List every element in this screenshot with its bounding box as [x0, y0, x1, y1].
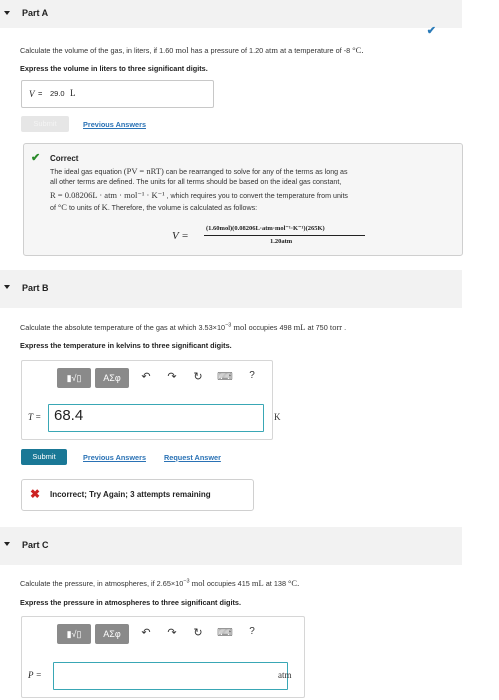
part-a-answer-box — [21, 80, 214, 108]
pressure-input[interactable] — [53, 662, 288, 690]
reset-icon[interactable]: ↻ — [193, 371, 203, 383]
collapse-triangle-icon[interactable] — [4, 285, 10, 289]
feedback-line-2: all other terms are defined. The units for all terms should be based on the ideal gas constant, — [50, 178, 342, 186]
formula-denominator: 1.20atm — [270, 238, 293, 245]
incorrect-x-icon: ✖ — [30, 487, 41, 501]
part-b-request-answer-link[interactable]: Request Answer — [164, 453, 221, 462]
feedback-line-1: The ideal gas equation (PV = nRT) can be rearranged to solve for any of the terms as long as — [50, 166, 348, 176]
answer-unit: atm — [278, 670, 292, 680]
part-b-header[interactable] — [0, 270, 462, 308]
keyboard-icon[interactable]: ⌨ — [217, 371, 233, 383]
correct-check-icon: ✔ — [31, 152, 41, 164]
input-value: 68.4 — [54, 407, 84, 424]
part-c-question: Calculate the pressure, in atmospheres, if $2.65\times 10^{-3}$ mol occupies 415 mL at 138 °C. — [20, 578, 300, 588]
part-a-submit-button[interactable]: Submit — [21, 116, 69, 132]
part-c-answer-editor — [21, 616, 305, 698]
greek-symbols-button[interactable]: ΑΣφ — [95, 368, 129, 388]
feedback-line-3: R = 0.08206L · atm · mol⁻¹ · K⁻¹ , which requires you to convert the temperature from units — [50, 190, 348, 200]
collapse-triangle-icon[interactable] — [4, 542, 10, 546]
templates-button[interactable]: ▮√▯ — [57, 368, 91, 388]
part-b-instruction: Express the temperature in kelvins to three significant digits. — [20, 341, 232, 350]
answer-equals: = — [38, 89, 43, 98]
part-a-question: Calculate the volume of the gas, in liters, if 1.60 mol has a pressure of 1.20 atm at a temperature of -8 °C. — [20, 45, 364, 55]
formula-numerator: (1.60mol)(0.08206L·atm·mol⁻¹·K⁻¹)(265K) — [206, 225, 325, 232]
greek-symbols-button[interactable]: ΑΣφ — [95, 624, 129, 644]
part-b-submit-button[interactable]: Submit — [21, 449, 67, 465]
answer-variable: V — [29, 89, 35, 99]
feedback-text: Incorrect; Try Again; 3 attempts remaining — [50, 490, 211, 499]
undo-icon[interactable]: ↶ — [141, 371, 151, 383]
answer-unit: K — [274, 412, 281, 422]
checkmark-icon: ✔ — [426, 25, 436, 37]
reset-icon[interactable]: ↻ — [193, 627, 203, 639]
math-toolbar — [57, 368, 262, 390]
templates-button[interactable]: ▮√▯ — [57, 624, 91, 644]
part-c-title: Part C — [22, 540, 49, 550]
feedback-line-4: of °C to units of K. Therefore, the volume is calculated as follows: — [50, 202, 258, 212]
answer-variable: P = — [28, 670, 42, 680]
part-c-instruction: Express the pressure in atmospheres to three significant digits. — [20, 598, 241, 607]
help-icon[interactable]: ? — [249, 370, 255, 381]
fraction-bar — [204, 235, 365, 236]
answer-variable: T = — [28, 412, 42, 422]
temperature-input[interactable] — [48, 404, 264, 432]
part-a-title: Part A — [22, 8, 49, 18]
part-b-question: Calculate the absolute temperature of the gas at which $3.53\times 10^{-3}$ mol occupies 498 mL at 750 torr . — [20, 322, 347, 332]
formula-lhs: V = — [172, 230, 189, 242]
part-a-feedback — [23, 143, 463, 256]
keyboard-icon[interactable]: ⌨ — [217, 627, 233, 639]
part-b-title: Part B — [22, 283, 49, 293]
feedback-title: Correct — [50, 154, 79, 163]
part-a-previous-answers-link[interactable]: Previous Answers — [83, 120, 146, 129]
help-icon[interactable]: ? — [249, 626, 255, 637]
part-a-instruction: Express the volume in liters to three significant digits. — [20, 64, 208, 73]
part-b-previous-answers-link[interactable]: Previous Answers — [83, 453, 146, 462]
redo-icon[interactable]: ↷ — [167, 371, 177, 383]
part-b-answer-editor — [21, 360, 281, 440]
redo-icon[interactable]: ↷ — [167, 627, 177, 639]
answer-value: 29.0 — [50, 89, 65, 98]
part-c-header[interactable] — [0, 527, 462, 565]
answer-unit: L — [70, 88, 76, 98]
part-b-feedback — [21, 479, 254, 511]
undo-icon[interactable]: ↶ — [141, 627, 151, 639]
part-a-header[interactable] — [0, 0, 462, 37]
collapse-triangle-icon[interactable] — [4, 11, 10, 15]
math-toolbar — [57, 624, 262, 646]
